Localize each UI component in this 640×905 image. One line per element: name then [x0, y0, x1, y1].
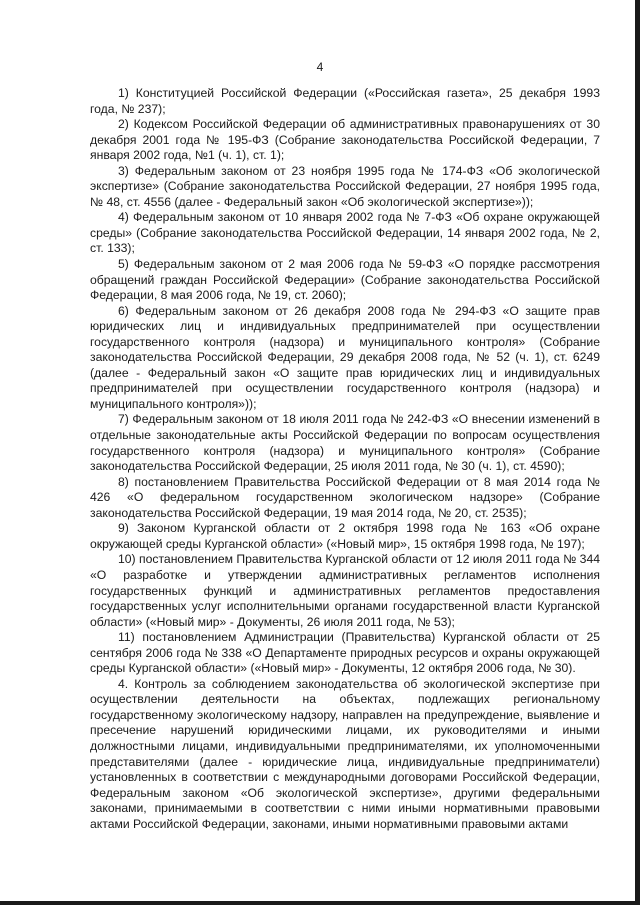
list-item-administrative-code: 2) Кодексом Российской Федерации об административных правонарушениях от 30 декабря 2001 года № 195-ФЗ (Собрание законодательства Российской Федерации, 7 января 2002 года, №1 (ч. 1), ст. 1);: [90, 117, 600, 163]
list-item-federal-ecological-supervision-decree: 8) постановлением Правительства Российской Федерации от 8 мая 2014 года № 426 «О федеральном государственном экологическом надзоре» (Собрание законодательства Российской Федерации, 19 мая 2014 года, № 20, ст. 2535);: [90, 474, 600, 520]
scan-edge-bottom: [0, 901, 640, 905]
list-item-kurgan-environment-law: 9) Законом Курганской области от 2 октября 1998 года № 163 «Об охране окружающей среды Курганской области» («Новый мир», 15 октября 1998 года, № 197);: [90, 521, 600, 551]
list-item-constitution: 1) Конституцией Российской Федерации («Российская газета», 25 декабря 1993 года, № 237);: [90, 86, 600, 116]
list-item-amendments-law: 7) Федеральным законом от 18 июля 2011 года № 242-ФЗ «О внесении изменений в отдельные законодательные акты Российской Федерации по вопросам осуществления государственного контроля (надзора) и муниципального контроля» (Собрание законодательства Российской Федерации, 25 июля 2011 года, № 30 (ч. 1), ст. 4590);: [90, 412, 600, 474]
list-item-environment-protection-law: 4) Федеральным законом от 10 января 2002 года № 7-ФЗ «Об охране окружающей среды» (Собрание законодательства Российской Федерации, 14 января 2002 года, № 2, ст. 133);: [90, 210, 600, 256]
list-item-citizens-appeals-law: 5) Федеральным законом от 2 мая 2006 года № 59-ФЗ «О порядке рассмотрения обращений граждан Российской Федерации» (Собрание законодательства Российской Федерации, 8 мая 2006 года, № 19, ст. 2060);: [90, 257, 600, 303]
list-item-legal-entities-protection-law: 6) Федеральным законом от 26 декабря 2008 года № 294-ФЗ «О защите прав юридических лиц и индивидуальных предпринимателей при осуществлении государственного контроля (надзора) и муниципального контроля» (Собрание законодательства Российской Федерации, 29 декабря 2008 года, № 52 (ч. 1), ст. 6249 (далее - Федеральный закон «О защите прав юридических лиц и индивидуальных предпринимателей при осуществлении государственного контроля (надзора) и муниципального контроля»));: [90, 303, 600, 411]
list-item-kurgan-regulations-decree: 10) постановлением Правительства Курганской области от 12 июля 2011 года № 344 «О разработке и утверждении административных регламентов исполнения государственных функций и административных регламентов предоставления государственных услуг исполнительными органами государственной власти Курганской области» («Новый мир» - Документы, 26 июля 2011 года, № 53);: [90, 552, 600, 629]
document-body: [90, 86, 600, 832]
page-number: 4: [316, 60, 324, 74]
section-4-paragraph: 4. Контроль за соблюдением законодательства об экологической экспертизе при осуществлении деятельности на объектах, подлежащих региональному государственному экологическому надзору, направлен на предупреждение, выявление и пресечение нарушений юридическими лицами, их руководителями и иными должностными лицами, индивидуальными предпринимателями, их уполномоченными представителями (далее - юридические лица, индивидуальные предприниматели) установленных в соответствии с международными договорами Российской Федерации, Федеральным законом «Об экологической экспертизе», другими федеральными законами, принимаемыми в соответствии с ними иными нормативными правовыми актами Российской Федерации, законами, иными нормативными правовыми актами: [90, 676, 600, 831]
list-item-ecological-expertise-law: 3) Федеральным законом от 23 ноября 1995 года № 174-ФЗ «Об экологической экспертизе» (Собрание законодательства Российской Федерации, 27 ноября 1995 года, № 48, ст. 4556 (далее - Федеральный закон «Об экологической экспертизе»));: [90, 163, 600, 209]
list-item-kurgan-department-decree: 11) постановлением Администрации (Правительства) Курганской области от 25 сентября 2006 года № 338 «О Департаменте природных ресурсов и охраны окружающей среды Курганской области» («Новый мир» - Документы, 12 октября 2006 года, № 30).: [90, 630, 600, 676]
scan-edge-right: [635, 0, 640, 905]
